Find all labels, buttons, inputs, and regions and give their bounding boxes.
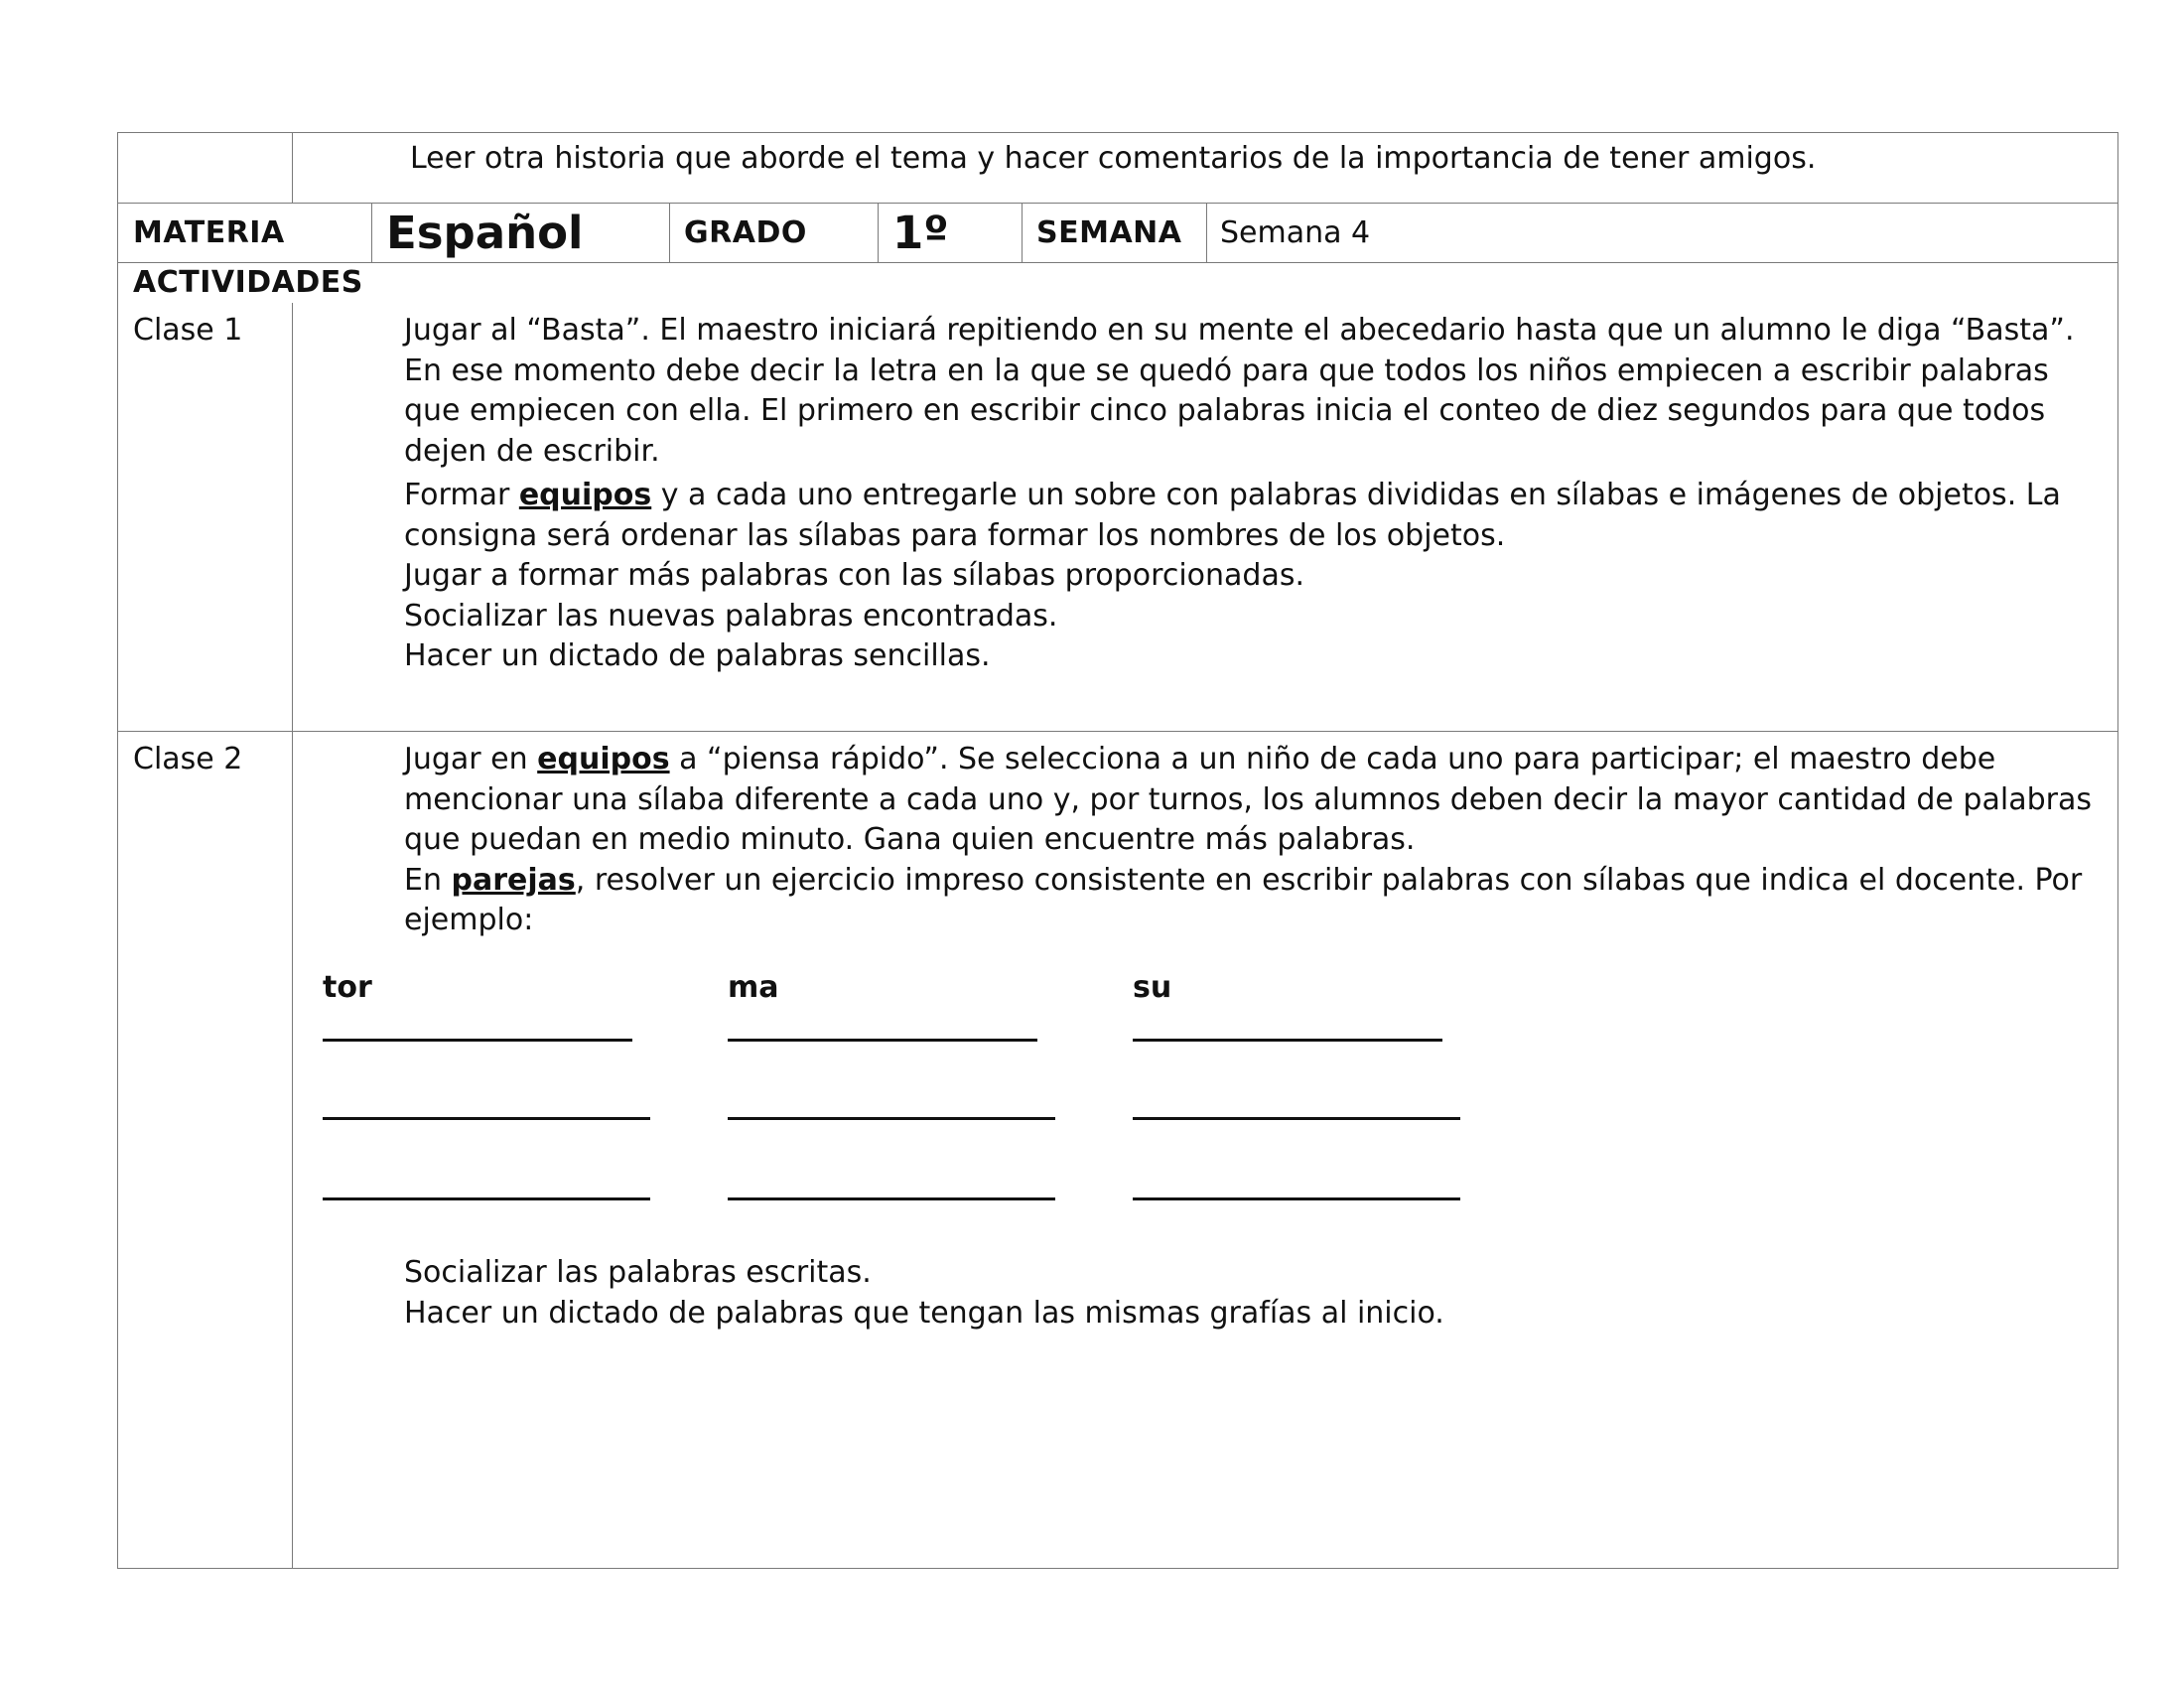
clase-2-paragraph: [404, 861, 2102, 941]
actividades-label: ACTIVIDADES: [133, 265, 363, 300]
answer-blank-line: [1133, 1117, 1460, 1120]
column-divider: [1206, 204, 1207, 262]
syllable-column: [728, 968, 779, 1008]
clase-1-label: Clase 1: [133, 313, 243, 348]
clase-2-content: [404, 740, 2102, 941]
answer-blank-line: [323, 1039, 632, 1042]
clase-1-paragraph: Jugar al “Basta”. El maestro iniciará repitiendo en su mente el abecedario hasta que un alumno le diga “Basta”. En ese momento debe decir la letra en la que se quedó para que todos los niños empiecen a escribir palabras que empiecen con ella. El primero en escribir cinco palabras inicia el conteo de diez segundos para que todos dejen de escribir.: [404, 313, 2075, 469]
syllable-column: [1133, 968, 1171, 1008]
column-divider: [292, 303, 293, 731]
header-row: [118, 204, 2117, 263]
clase-1-content: [404, 311, 2102, 677]
column-divider: [371, 204, 372, 262]
actividades-row: [118, 263, 2117, 303]
answer-blank-line: [1133, 1039, 1442, 1042]
materia-label: MATERIA: [133, 215, 285, 250]
previous-activity-row: [118, 133, 2117, 204]
column-divider: [878, 204, 879, 262]
answer-blank-line: [323, 1197, 650, 1200]
clase-2-closing: [404, 1253, 1444, 1334]
previous-activity-text: Leer otra historia que aborde el tema y hacer comentarios de la importancia de tener amigos.: [410, 141, 1817, 176]
clase-1-paragraph: [404, 476, 2102, 556]
column-divider: [669, 204, 670, 262]
clase-1-paragraph: Jugar a formar más palabras con las sílabas proporcionadas.: [404, 558, 1305, 593]
clase-2-row: [118, 732, 2117, 1568]
materia-value: Español: [386, 207, 584, 259]
grado-label: GRADO: [684, 215, 807, 250]
text-span: a “piensa rápido”. Se selecciona a un niño de cada uno para participar; el maestro debe mencionar una sílaba diferente a cada uno y, por turnos, los alumnos deben decir la mayor cantidad de palabras que puedan en medio minuto. Gana quien encuentre más palabras.: [404, 742, 2092, 857]
clase-2-label: Clase 2: [133, 742, 243, 776]
answer-blank-line: [728, 1197, 1055, 1200]
answer-blank-line: [323, 1117, 650, 1120]
keyword-equipos: equipos: [518, 478, 652, 512]
clase-1-paragraph: Socializar las nuevas palabras encontradas.: [404, 598, 1058, 633]
column-divider: [292, 133, 293, 203]
planning-table: [117, 132, 2118, 1569]
syllable-label: tor: [323, 970, 372, 1005]
semana-value: Semana 4: [1220, 215, 1371, 250]
text-span: En: [404, 862, 452, 898]
answer-blank-line: [728, 1039, 1037, 1042]
column-divider: [1022, 204, 1023, 262]
column-divider: [292, 732, 293, 1568]
grado-value: 1º: [892, 207, 949, 259]
syllable-label: ma: [728, 970, 779, 1005]
syllable-column: [323, 968, 372, 1008]
keyword-equipos: equipos: [537, 742, 670, 776]
text-span: Formar: [404, 478, 519, 512]
answer-blank-line: [1133, 1197, 1460, 1200]
clase-1-paragraph: Hacer un dictado de palabras sencillas.: [404, 638, 991, 673]
answer-blank-line: [728, 1117, 1055, 1120]
clase-1-row: [118, 303, 2117, 732]
clase-2-paragraph: [404, 740, 2102, 861]
semana-label: SEMANA: [1036, 215, 1182, 250]
closing-line: Socializar las palabras escritas.: [404, 1255, 872, 1290]
text-span: Jugar en: [404, 742, 538, 776]
text-span: y a cada uno entregarle un sobre con palabras divididas en sílabas e imágenes de objetos. La consigna será ordenar las sílabas para formar los nombres de los objetos.: [404, 478, 2061, 553]
keyword-parejas: parejas: [451, 862, 576, 898]
syllable-label: su: [1133, 970, 1172, 1005]
closing-line: Hacer un dictado de palabras que tengan las mismas grafías al inicio.: [404, 1295, 1444, 1331]
text-span: , resolver un ejercicio impreso consistente en escribir palabras con sílabas que indica el docente. Por ejemplo:: [404, 862, 2083, 937]
